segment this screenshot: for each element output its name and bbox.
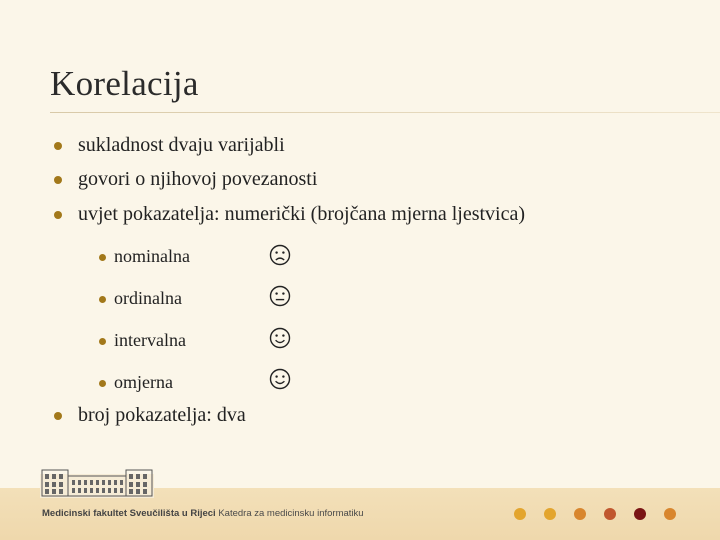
footer-institution-name: Medicinski fakultet Sveučilišta u Rijeci bbox=[42, 508, 216, 519]
slide-title: Korelacija bbox=[50, 64, 199, 103]
footer-institution bbox=[42, 508, 364, 519]
footer-dot-icon bbox=[664, 508, 676, 520]
bullet-text: broj pokazatelja: dva bbox=[78, 404, 246, 426]
footer-dot-icon bbox=[634, 508, 646, 520]
sub-bullet-dot bbox=[99, 296, 106, 303]
footer-department-name: Katedra za medicinsku informatiku bbox=[218, 508, 364, 519]
sub-bullet-text: omjerna bbox=[114, 372, 173, 392]
bullet-text: sukladnost dvaju varijabli bbox=[78, 134, 285, 156]
footer-dot-icon bbox=[514, 508, 526, 520]
bullet-text: govori o njihovoj povezanosti bbox=[78, 168, 318, 190]
bullet-text: uvjet pokazatelja: numerički (brojčana mjerna ljestvica) bbox=[78, 203, 526, 225]
bullet-dot bbox=[54, 211, 62, 219]
sub-bullet-text: nominalna bbox=[114, 246, 190, 266]
sad-face-icon bbox=[269, 244, 291, 266]
smiley-face-icon bbox=[269, 327, 291, 349]
footer-dot-icon bbox=[604, 508, 616, 520]
neutral-face-icon bbox=[269, 285, 291, 307]
sub-bullet-text: intervalna bbox=[114, 330, 186, 350]
smiley-face-icon bbox=[269, 368, 291, 390]
bullet-dot bbox=[54, 412, 62, 420]
sub-bullet-text: ordinalna bbox=[114, 288, 182, 308]
footer-dot-icon bbox=[574, 508, 586, 520]
sub-bullet-dot bbox=[99, 254, 106, 261]
faculty-building-logo bbox=[40, 466, 154, 498]
bullet-dot bbox=[54, 176, 62, 184]
title-divider bbox=[50, 112, 720, 113]
sub-bullet-dot bbox=[99, 380, 106, 387]
sub-bullet-dot bbox=[99, 338, 106, 345]
bullet-dot bbox=[54, 142, 62, 150]
footer-dot-icon bbox=[544, 508, 556, 520]
